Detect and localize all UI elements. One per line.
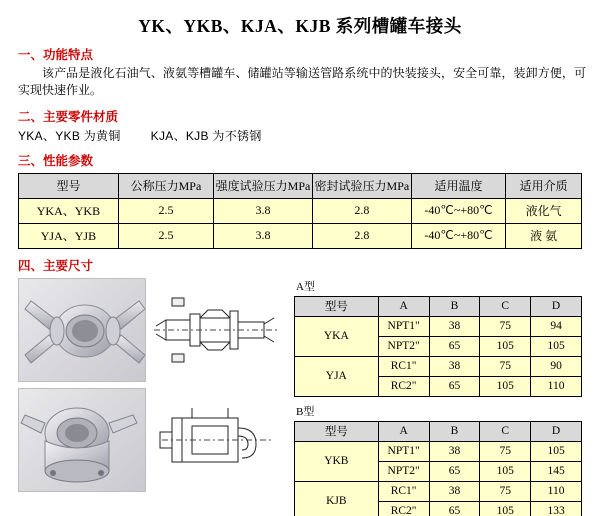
column-header: A (378, 421, 429, 441)
column-header: B (429, 421, 480, 441)
features-paragraph: 该产品是液化石油气、液氨等槽罐车、储罐站等输送管路系统中的快装接头，安全可靠，装卸方便，可实现快速作业。 (18, 66, 586, 98)
table-cell: YKA、YKB (19, 198, 119, 223)
column-header: 型号 (19, 173, 119, 198)
material-text-steel: KJA、KJB 为不锈钢 (150, 128, 262, 143)
section-heading-features: 一、功能特点 (18, 48, 94, 62)
table-cell: 105 (480, 461, 531, 481)
table-cell: 145 (531, 461, 582, 481)
column-header: 强度试验压力MPa (214, 173, 313, 198)
column-header: 适用温度 (411, 173, 505, 198)
table-cell: 75 (480, 356, 531, 376)
table-cell: NPT1" (378, 441, 429, 461)
table-cell: 105 (480, 501, 531, 516)
column-header: B (429, 296, 480, 316)
table-cell: 65 (429, 336, 480, 356)
table-cell: 105 (531, 441, 582, 461)
table-cell: 110 (531, 376, 582, 396)
coupling-photo-type-a (18, 278, 146, 382)
table-cell: 75 (480, 441, 531, 461)
table-cell: 110 (531, 481, 582, 501)
material-text-brass: YKA、YKB 为黄铜 (18, 128, 121, 143)
figure-row-type-b (18, 388, 288, 492)
material-line (18, 127, 600, 144)
table-cell: 38 (429, 481, 480, 501)
table-row (19, 198, 582, 223)
table-cell: RC2" (378, 501, 429, 516)
dimension-tables-column (294, 278, 584, 516)
column-header: A (378, 296, 429, 316)
table-cell: 94 (531, 316, 582, 336)
table-cell: -40℃~+80℃ (411, 198, 505, 223)
table-cell: 2.8 (312, 223, 411, 248)
table-cell: 105 (480, 376, 531, 396)
table-header-row (295, 296, 582, 316)
table-cell: 液化气 (506, 198, 582, 223)
coupling-drawing-type-b (152, 388, 280, 492)
table-cell: 75 (480, 316, 531, 336)
table-row (295, 441, 582, 461)
table-cell: 3.8 (214, 198, 313, 223)
table-cell: 105 (531, 336, 582, 356)
section-heading-dimensions: 四、主要尺寸 (18, 258, 94, 273)
coupling-drawing-type-a (152, 278, 280, 382)
column-header: 密封试验压力MPa (312, 173, 411, 198)
column-header: D (531, 421, 582, 441)
performance-table (18, 173, 582, 249)
table-row (295, 481, 582, 501)
model-cell: YJA (295, 356, 379, 396)
table-cell: 65 (429, 376, 480, 396)
dimensions-area (0, 278, 600, 516)
table-cell: NPT2" (378, 461, 429, 481)
dimension-table-type-a (294, 296, 582, 397)
dimension-table-type-b (294, 421, 582, 516)
table-cell: RC2" (378, 376, 429, 396)
type-b-label: B型 (296, 405, 315, 418)
table-cell: 105 (480, 336, 531, 356)
column-header: 公称压力MPa (118, 173, 213, 198)
table-cell: NPT2" (378, 336, 429, 356)
table-cell: 液 氨 (506, 223, 582, 248)
table-cell: 38 (429, 316, 480, 336)
table-cell: RC1" (378, 481, 429, 501)
type-a-label: A型 (296, 280, 315, 293)
column-header: C (480, 296, 531, 316)
column-header: 型号 (295, 296, 379, 316)
table-cell: 65 (429, 501, 480, 516)
table-cell: 3.8 (214, 223, 313, 248)
page-title: YK、YKB、KJA、KJB 系列槽罐车接头 (138, 16, 462, 36)
table-cell: 2.5 (118, 223, 213, 248)
section-heading-material: 二、主要零件材质 (18, 109, 119, 124)
table-cell: 2.8 (312, 198, 411, 223)
column-header: C (480, 421, 531, 441)
table-cell: 133 (531, 501, 582, 516)
figure-row-type-a (18, 278, 288, 382)
table-row (295, 316, 582, 336)
table-cell: 65 (429, 461, 480, 481)
table-cell: RC1" (378, 356, 429, 376)
model-cell: KJB (295, 481, 379, 516)
table-cell: NPT1" (378, 316, 429, 336)
table-cell: 38 (429, 356, 480, 376)
coupling-photo-type-b (18, 388, 146, 492)
table-cell: 2.5 (118, 198, 213, 223)
table-cell: -40℃~+80℃ (411, 223, 505, 248)
table-row (295, 356, 582, 376)
model-cell: YKA (295, 316, 379, 356)
column-header: D (531, 296, 582, 316)
table-cell: 38 (429, 441, 480, 461)
table-cell: YJA、YJB (19, 223, 119, 248)
table-header-row (19, 173, 582, 198)
table-header-row (295, 421, 582, 441)
figures-column (18, 278, 288, 516)
table-row (19, 223, 582, 248)
column-header: 型号 (295, 421, 379, 441)
model-cell: YKB (295, 441, 379, 481)
section-heading-performance: 三、性能参数 (18, 153, 94, 168)
column-header: 适用介质 (506, 173, 582, 198)
table-cell: 90 (531, 356, 582, 376)
table-cell: 75 (480, 481, 531, 501)
